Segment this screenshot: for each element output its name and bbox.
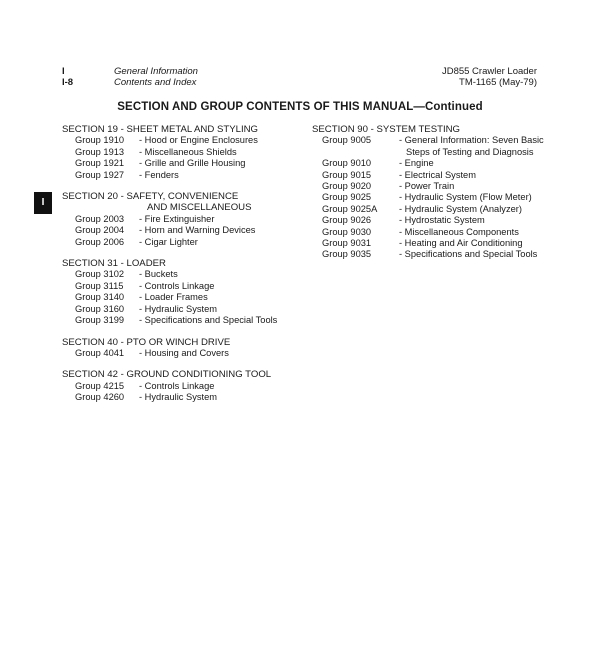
section-block <box>62 369 312 403</box>
group-entry <box>62 315 312 326</box>
group-title: - Fire Extinguisher <box>139 213 215 224</box>
group-title: - Hydraulic System (Analyzer) <box>399 203 522 214</box>
group-number: Group 9026 <box>322 215 372 226</box>
group-number: Group 9035 <box>322 249 372 260</box>
group-number: Group 9025A <box>322 203 378 214</box>
group-title: - Grille and Grille Housing <box>139 158 246 169</box>
section-heading: SECTION 90 - SYSTEM TESTING <box>312 124 461 135</box>
group-entry <box>62 348 312 359</box>
contents-right-column <box>312 124 552 271</box>
group-number: Group 1921 <box>75 158 125 169</box>
header-section-title: General Information <box>114 66 198 77</box>
group-number: Group 4215 <box>75 380 125 391</box>
header-group-title: Contents and Index <box>114 77 197 88</box>
group-title: - General Information: Seven Basic <box>399 135 544 146</box>
group-number: Group 1910 <box>75 135 125 146</box>
manual-number: TM-1165 (May-79) <box>459 77 537 88</box>
section-block <box>62 337 312 360</box>
group-entry <box>312 170 552 181</box>
section-block <box>312 124 552 261</box>
group-title: - Cigar Lighter <box>139 236 198 247</box>
page-header-right <box>442 66 537 88</box>
group-entry <box>62 225 312 236</box>
group-entry <box>62 237 312 248</box>
group-entry <box>62 170 312 181</box>
section-block <box>62 191 312 248</box>
group-number: Group 9020 <box>322 181 372 192</box>
group-number: Group 2003 <box>75 213 125 224</box>
group-entry <box>312 181 552 192</box>
group-title-continued: Steps of Testing and Diagnosis <box>406 146 534 157</box>
section-heading: SECTION 31 - LOADER <box>62 258 166 270</box>
section-block <box>62 124 312 181</box>
group-title: - Specifications and Special Tools <box>139 315 278 326</box>
group-entry <box>62 281 312 292</box>
group-entry <box>62 292 312 303</box>
contents-left-column <box>62 124 312 414</box>
group-number: Group 3199 <box>75 315 125 326</box>
group-number: Group 9030 <box>322 226 372 237</box>
group-entry <box>312 227 552 238</box>
group-entry <box>62 147 312 158</box>
group-title: - Hydraulic System <box>139 303 218 314</box>
section-heading: SECTION 20 - SAFETY, CONVENIENCE <box>62 191 239 203</box>
group-entry <box>312 192 552 203</box>
group-title: - Hydraulic System <box>139 392 218 403</box>
manual-product: JD855 Crawler Loader <box>441 66 537 77</box>
group-title: - Electrical System <box>399 169 476 180</box>
section-heading-continued: AND MISCELLANEOUS <box>147 202 252 214</box>
page-number: I-8 <box>62 77 74 88</box>
section-heading: SECTION 40 - PTO OR WINCH DRIVE <box>62 336 231 348</box>
group-entry <box>312 158 552 169</box>
group-title: - Buckets <box>139 269 178 280</box>
group-title: - Horn and Warning Devices <box>139 225 256 236</box>
group-title: - Engine <box>399 158 434 169</box>
page-header-left <box>62 66 198 88</box>
group-number: Group 9010 <box>322 158 372 169</box>
group-entry <box>62 381 312 392</box>
group-title: - Miscellaneous Components <box>399 226 519 237</box>
section-code: I <box>62 66 65 77</box>
group-entry <box>312 135 552 158</box>
group-number: Group 9015 <box>322 169 372 180</box>
group-number: Group 3102 <box>75 269 125 280</box>
group-title: - Hood or Engine Enclosures <box>139 135 258 146</box>
group-entry <box>312 215 552 226</box>
group-number: Group 3140 <box>75 292 125 303</box>
section-heading: SECTION 19 - SHEET METAL AND STYLING <box>62 124 259 135</box>
group-title: - Controls Linkage <box>139 380 215 391</box>
group-number: Group 1927 <box>75 169 125 180</box>
group-number: Group 1913 <box>75 146 125 157</box>
group-entry <box>62 269 312 280</box>
group-entry <box>312 249 552 260</box>
page-title: SECTION AND GROUP CONTENTS OF THIS MANUAL—Continued <box>117 101 483 113</box>
group-number: Group 4041 <box>75 347 125 358</box>
group-title: - Controls Linkage <box>139 280 215 291</box>
section-block <box>62 258 312 326</box>
group-entry <box>62 304 312 315</box>
group-title: - Miscellaneous Shields <box>139 146 237 157</box>
group-title: - Hydraulic System (Flow Meter) <box>399 192 532 203</box>
group-number: Group 2004 <box>75 225 125 236</box>
group-title: - Hydrostatic System <box>399 215 485 226</box>
section-tab-marker: I <box>34 192 52 214</box>
group-entry <box>62 158 312 169</box>
group-number: Group 9005 <box>322 135 372 146</box>
group-entry <box>312 204 552 215</box>
group-title: - Heating and Air Conditioning <box>399 238 523 249</box>
group-title: - Fenders <box>139 169 179 180</box>
group-number: Group 3115 <box>75 280 124 291</box>
group-number: Group 2006 <box>75 236 125 247</box>
group-title: - Specifications and Special Tools <box>399 249 538 260</box>
group-number: Group 9025 <box>322 192 372 203</box>
group-entry <box>62 392 312 403</box>
group-entry <box>62 214 312 225</box>
group-number: Group 4260 <box>75 392 125 403</box>
group-entry <box>62 135 312 146</box>
group-title: - Power Train <box>399 181 455 192</box>
group-title: - Housing and Covers <box>139 347 229 358</box>
group-number: Group 9031 <box>322 238 372 249</box>
section-heading: SECTION 42 - GROUND CONDITIONING TOOL <box>62 369 272 381</box>
group-entry <box>312 238 552 249</box>
group-number: Group 3160 <box>75 303 125 314</box>
group-title: - Loader Frames <box>139 292 208 303</box>
